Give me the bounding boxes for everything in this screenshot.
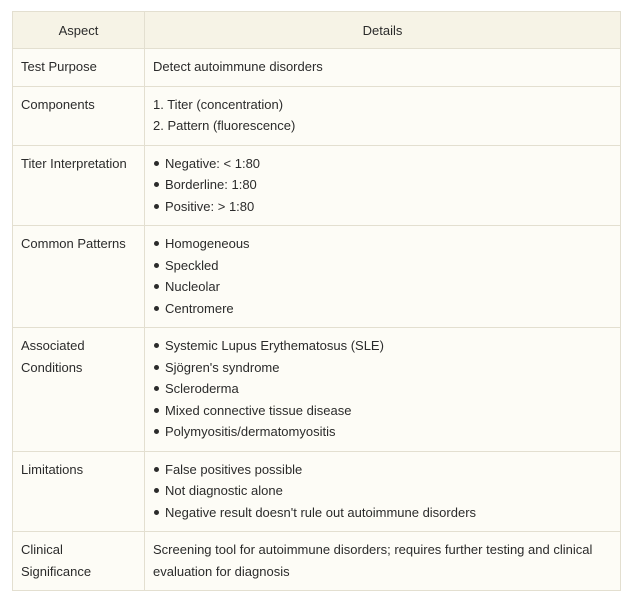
list-item-text: False positives possible [165,461,303,477]
list-item [153,357,612,379]
aspect-cell: Associated Conditions [13,328,145,452]
list-item [153,233,612,255]
details-cell: Detect autoimmune disorders [145,49,621,87]
table-row-titer-interpretation [13,145,621,226]
bullet-icon [154,182,159,187]
list-item [153,421,612,443]
bullet-list [153,459,612,524]
details-cell [145,145,621,226]
list-item-text: Homogeneous [165,236,250,251]
bullet-icon [154,365,159,370]
bullet-icon [154,429,159,434]
bullet-list [153,153,612,218]
aspect-cell: Titer Interpretation [13,145,145,226]
list-item [153,335,612,357]
list-item-text: Speckled [165,257,219,273]
list-item [153,502,612,524]
list-item [153,255,612,277]
aspect-cell: Components [13,86,145,145]
bullet-list [153,233,612,319]
list-item [153,480,612,502]
list-item-text: Mixed connective tissue disease [165,402,352,418]
details-cell: Screening tool for autoimmune disorders; requires further testing and clinical evaluation for diagnosis [145,532,621,591]
table-row-test-purpose [13,49,621,87]
bullet-icon [154,510,159,515]
bullet-icon [154,263,159,268]
list-item-text: Polymyositis/dermatomyositis [165,424,336,439]
bullet-icon [154,488,159,493]
header-details: Details [145,12,621,49]
list-item-text: Negative result doesn't rule out autoimmune disorders [165,504,477,520]
bullet-icon [154,467,159,472]
list-item [153,276,612,298]
list-item-text: Centromere [165,300,234,316]
list-item: 2. Pattern (fluorescence) [153,118,296,133]
header-row [13,12,621,49]
table-row-associated-conditions [13,328,621,452]
details-cell [145,451,621,532]
table-body [13,49,621,591]
aspect-cell: Common Patterns [13,226,145,328]
bullet-icon [154,386,159,391]
list-item-text: Scleroderma [165,381,239,396]
bullet-icon [154,343,159,348]
bullet-icon [154,284,159,289]
table-row-clinical-significance [13,532,621,591]
details-cell [145,328,621,452]
info-table [12,11,621,591]
list-item-text: Borderline: 1:80 [165,177,257,192]
list-item [153,174,612,196]
aspect-cell: Limitations [13,451,145,532]
list-item: 1. Titer (concentration) [153,96,284,112]
list-item-text: Not diagnostic alone [165,483,283,498]
aspect-cell: Test Purpose [13,49,145,87]
list-item [153,459,612,481]
bullet-icon [154,241,159,246]
list-item [153,298,612,320]
bullet-icon [154,408,159,413]
bullet-icon [154,161,159,166]
list-item [153,400,612,422]
numbered-list [153,94,612,137]
table-row-components [13,86,621,145]
list-item-text: Nucleolar [165,279,220,294]
bullet-icon [154,306,159,311]
details-cell [145,86,621,145]
table-row-limitations [13,451,621,532]
list-item [153,196,612,218]
list-item-text: Negative: < 1:80 [165,155,261,171]
list-item [153,378,612,400]
list-item-text: Sjögren's syndrome [165,359,280,375]
details-cell [145,226,621,328]
header-aspect: Aspect [13,12,145,49]
table-row-common-patterns [13,226,621,328]
bullet-list [153,335,612,443]
list-item-text: Systemic Lupus Erythematosus (SLE) [165,338,384,353]
list-item-text: Positive: > 1:80 [165,198,255,214]
table-header [13,12,621,49]
list-item [153,153,612,175]
aspect-cell: Clinical Significance [13,532,145,591]
bullet-icon [154,204,159,209]
